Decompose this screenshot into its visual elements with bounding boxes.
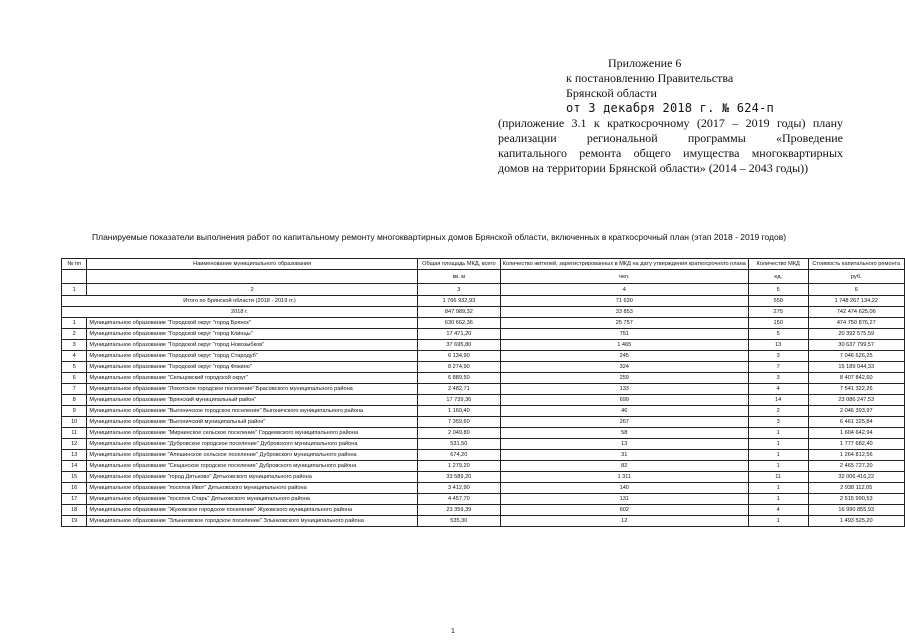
row-building-count: 5 bbox=[748, 329, 808, 340]
row-number: 1 bbox=[62, 318, 87, 329]
row-cost: 16 990 855,93 bbox=[808, 505, 904, 516]
row-cost: 23 086 247,53 bbox=[808, 395, 904, 406]
row-building-count: 14 bbox=[748, 395, 808, 406]
row-number: 2 bbox=[62, 329, 87, 340]
row-building-count: 3 bbox=[748, 373, 808, 384]
year-count: 275 bbox=[748, 307, 808, 318]
header-note-3: капитального ремонта общего имущества многоквартирных bbox=[498, 146, 843, 160]
colnum-4: 4 bbox=[500, 284, 748, 296]
row-building-count: 1 bbox=[748, 439, 808, 450]
row-municipality-name: Муниципальное образование "Городской округ "город Брянск" bbox=[87, 318, 418, 329]
row-municipality-name: Муниципальное образование "Жуковское городское поселение" Жуковского муниципального района bbox=[87, 505, 418, 516]
unit-count: ед. bbox=[748, 270, 808, 284]
unit-name bbox=[87, 270, 418, 284]
row-residents: 13 bbox=[500, 439, 748, 450]
table-row bbox=[62, 329, 905, 340]
unit-area: кв. м bbox=[417, 270, 500, 284]
table-row bbox=[62, 362, 905, 373]
unit-cost: руб. bbox=[808, 270, 904, 284]
header-note-2: реализации региональной программы «Проведение bbox=[498, 131, 843, 145]
row-residents: 133 bbox=[500, 384, 748, 395]
row-area: 531,50 bbox=[417, 439, 500, 450]
row-building-count: 150 bbox=[748, 318, 808, 329]
row-area: 3 412,90 bbox=[417, 483, 500, 494]
table-row bbox=[62, 461, 905, 472]
row-area: 7 359,60 bbox=[417, 417, 500, 428]
row-number: 14 bbox=[62, 461, 87, 472]
total-count: 550 bbox=[748, 296, 808, 307]
row-building-count: 13 bbox=[748, 340, 808, 351]
row-residents: 267 bbox=[500, 417, 748, 428]
row-municipality-name: Муниципальное образование "Злынковское городское поселение" Злынковского муниципального района bbox=[87, 516, 418, 527]
row-municipality-name: Муниципальное образование "Сещанское городское поселение" Дубровского муниципального района bbox=[87, 461, 418, 472]
table-row bbox=[62, 439, 905, 450]
table-row bbox=[62, 417, 905, 428]
row-cost: 2 046 393,97 bbox=[808, 406, 904, 417]
row-number: 7 bbox=[62, 384, 87, 395]
row-cost: 30 637 799,57 bbox=[808, 340, 904, 351]
row-number: 8 bbox=[62, 395, 87, 406]
table-row bbox=[62, 428, 905, 439]
row-cost: 20 392 575,59 bbox=[808, 329, 904, 340]
row-cost: 1 264 812,56 bbox=[808, 450, 904, 461]
table-row bbox=[62, 373, 905, 384]
year-label: 2018 г. bbox=[62, 307, 418, 318]
row-cost: 32 006 416,22 bbox=[808, 472, 904, 483]
row-cost: 6 461 325,84 bbox=[808, 417, 904, 428]
row-residents: 82 bbox=[500, 461, 748, 472]
row-building-count: 7 bbox=[748, 362, 808, 373]
table-row bbox=[62, 505, 905, 516]
row-number: 9 bbox=[62, 406, 87, 417]
row-municipality-name: Муниципальное образование "Городской округ "город Клинцы" bbox=[87, 329, 418, 340]
row-residents: 245 bbox=[500, 351, 748, 362]
header-row bbox=[62, 259, 905, 270]
row-area: 1 160,40 bbox=[417, 406, 500, 417]
row-municipality-name: Муниципальное образование "Выгоничское городское поселение" Выгоничского муниципального района bbox=[87, 406, 418, 417]
row-area: 37 695,80 bbox=[417, 340, 500, 351]
row-number: 13 bbox=[62, 450, 87, 461]
row-building-count: 1 bbox=[748, 450, 808, 461]
row-number: 6 bbox=[62, 373, 87, 384]
indicators-table bbox=[61, 258, 905, 527]
row-number: 15 bbox=[62, 472, 87, 483]
row-residents: 12 bbox=[500, 516, 748, 527]
total-row bbox=[62, 296, 905, 307]
row-number: 17 bbox=[62, 494, 87, 505]
table-row bbox=[62, 384, 905, 395]
row-municipality-name: Муниципальное образование "Дубровское городское поселение" Дубровского муниципального района bbox=[87, 439, 418, 450]
row-residents: 602 bbox=[500, 505, 748, 516]
row-building-count: 1 bbox=[748, 461, 808, 472]
row-cost: 474 750 876,27 bbox=[808, 318, 904, 329]
row-residents: 1 465 bbox=[500, 340, 748, 351]
row-municipality-name: Муниципальное образование "Городской округ "город Стародуб" bbox=[87, 351, 418, 362]
appendix-label: Приложение 6 bbox=[608, 56, 682, 70]
row-residents: 699 bbox=[500, 395, 748, 406]
row-municipality-name: Муниципальное образование "Городской округ "город Новозыбков" bbox=[87, 340, 418, 351]
row-area: 17 739,36 bbox=[417, 395, 500, 406]
colnum-3: 3 bbox=[417, 284, 500, 296]
units-row bbox=[62, 270, 905, 284]
row-building-count: 11 bbox=[748, 472, 808, 483]
row-residents: 751 bbox=[500, 329, 748, 340]
row-building-count: 4 bbox=[748, 505, 808, 516]
table-row bbox=[62, 516, 905, 527]
row-area: 2 049,80 bbox=[417, 428, 500, 439]
row-area: 4 457,70 bbox=[417, 494, 500, 505]
colnum-2: 2 bbox=[87, 284, 418, 296]
row-number: 5 bbox=[62, 362, 87, 373]
table-row bbox=[62, 406, 905, 417]
colnum-1: 1 bbox=[62, 284, 87, 296]
table-row bbox=[62, 450, 905, 461]
row-number: 18 bbox=[62, 505, 87, 516]
total-label: Итого по Брянской области (2018 - 2019 гг.) bbox=[62, 296, 418, 307]
row-municipality-name: Муниципальное образование "Мирнинское сельское поселение" Гордеевского муниципального района bbox=[87, 428, 418, 439]
row-area: 2 482,71 bbox=[417, 384, 500, 395]
row-area: 8 274,90 bbox=[417, 362, 500, 373]
table-row bbox=[62, 472, 905, 483]
row-municipality-name: Муниципальное образование "Алешинское сельское поселение" Дубровского муниципального района bbox=[87, 450, 418, 461]
header-note-4: домов на территории Брянской области» (2014 – 2043 годы)) bbox=[498, 161, 809, 175]
total-cost: 1 748 267 134,22 bbox=[808, 296, 904, 307]
row-cost: 1 604 642,94 bbox=[808, 428, 904, 439]
year-row bbox=[62, 307, 905, 318]
row-building-count: 3 bbox=[748, 351, 808, 362]
row-area: 33 589,20 bbox=[417, 472, 500, 483]
page-number: 1 bbox=[451, 628, 455, 635]
row-area: 535,30 bbox=[417, 516, 500, 527]
col-header-num: № пп bbox=[62, 259, 87, 270]
row-cost: 2 938 112,05 bbox=[808, 483, 904, 494]
row-residents: 46 bbox=[500, 406, 748, 417]
row-cost: 7 541 322,26 bbox=[808, 384, 904, 395]
row-area: 674,20 bbox=[417, 450, 500, 461]
row-building-count: 1 bbox=[748, 428, 808, 439]
row-residents: 58 bbox=[500, 428, 748, 439]
table-row bbox=[62, 494, 905, 505]
row-residents: 25 757 bbox=[500, 318, 748, 329]
row-municipality-name: Муниципальное образование "Выгоничский муниципальный район" bbox=[87, 417, 418, 428]
row-building-count: 1 bbox=[748, 483, 808, 494]
row-cost: 15 189 044,33 bbox=[808, 362, 904, 373]
year-residents: 33 853 bbox=[500, 307, 748, 318]
row-area: 630 662,36 bbox=[417, 318, 500, 329]
unit-residents: чел. bbox=[500, 270, 748, 284]
row-residents: 140 bbox=[500, 483, 748, 494]
row-municipality-name: Муниципальное образование "Брянский муниципальный район" bbox=[87, 395, 418, 406]
row-number: 10 bbox=[62, 417, 87, 428]
year-cost: 742 474 625,06 bbox=[808, 307, 904, 318]
row-number: 3 bbox=[62, 340, 87, 351]
row-building-count: 1 bbox=[748, 494, 808, 505]
decree-ref: к постановлению Правительства bbox=[566, 71, 734, 85]
row-cost: 1 777 682,40 bbox=[808, 439, 904, 450]
col-header-count: Количество МКД bbox=[748, 259, 808, 270]
col-header-residents: Количество жителей, зарегистрированных в МКД на дату утверждения краткосрочного плана bbox=[500, 259, 748, 270]
row-municipality-name: Муниципальное образование "Сельцовский городской округ" bbox=[87, 373, 418, 384]
table-row bbox=[62, 483, 905, 494]
row-municipality-name: Муниципальное образование "поселок Ивот" Дятьковского муниципального района bbox=[87, 483, 418, 494]
col-header-area: Общая площадь МКД, всего bbox=[417, 259, 500, 270]
col-header-name: Наименование муниципального образования bbox=[87, 259, 418, 270]
row-cost: 2 465 727,20 bbox=[808, 461, 904, 472]
row-number: 16 bbox=[62, 483, 87, 494]
column-numbers-row bbox=[62, 284, 905, 296]
row-building-count: 2 bbox=[748, 406, 808, 417]
row-area: 1 279,20 bbox=[417, 461, 500, 472]
total-residents: 71 630 bbox=[500, 296, 748, 307]
row-residents: 259 bbox=[500, 373, 748, 384]
row-number: 4 bbox=[62, 351, 87, 362]
row-cost: 8 407 842,60 bbox=[808, 373, 904, 384]
row-residents: 31 bbox=[500, 450, 748, 461]
row-residents: 1 311 bbox=[500, 472, 748, 483]
col-header-cost: Стоимость капитального ремонта bbox=[808, 259, 904, 270]
row-cost: 7 046 626,25 bbox=[808, 351, 904, 362]
row-area: 17 471,20 bbox=[417, 329, 500, 340]
row-municipality-name: Муниципальное образование "Локотское городское поселение" Брасовского муниципального района bbox=[87, 384, 418, 395]
table-row bbox=[62, 351, 905, 362]
row-building-count: 4 bbox=[748, 384, 808, 395]
table-row bbox=[62, 340, 905, 351]
row-building-count: 3 bbox=[748, 417, 808, 428]
table-title: Планируемые показатели выполнения работ по капитальному ремонту многоквартирных домов Брянской области, включенных в краткосрочный план (этап 2018 - 2019 годов) bbox=[92, 232, 787, 242]
header-note-1: (приложение 3.1 к краткосрочному (2017 – 2019 годы) плану bbox=[498, 116, 843, 130]
row-residents: 324 bbox=[500, 362, 748, 373]
row-building-count: 1 bbox=[748, 516, 808, 527]
row-area: 23 359,39 bbox=[417, 505, 500, 516]
table-row bbox=[62, 318, 905, 329]
row-area: 6 889,50 bbox=[417, 373, 500, 384]
colnum-6: 6 bbox=[808, 284, 904, 296]
row-residents: 131 bbox=[500, 494, 748, 505]
colnum-5: 5 bbox=[748, 284, 808, 296]
decree-date-number: от 3 декабря 2018 г. № 624-п bbox=[566, 101, 774, 115]
row-area: 6 134,90 bbox=[417, 351, 500, 362]
year-area: 847 989,32 bbox=[417, 307, 500, 318]
row-municipality-name: Муниципальное образование "поселок Старь" Дятьковского муниципального района bbox=[87, 494, 418, 505]
total-area: 1 766 932,93 bbox=[417, 296, 500, 307]
row-cost: 2 515 990,53 bbox=[808, 494, 904, 505]
region-name: Брянской области bbox=[566, 86, 657, 100]
row-cost: 1 493 525,20 bbox=[808, 516, 904, 527]
table-row bbox=[62, 395, 905, 406]
row-municipality-name: Муниципальное образование "Городской округ "город Фокино" bbox=[87, 362, 418, 373]
row-municipality-name: Муниципальное образование "город Дятьково" Дятьковского муниципального района bbox=[87, 472, 418, 483]
document-header bbox=[498, 56, 843, 176]
row-number: 11 bbox=[62, 428, 87, 439]
unit-num bbox=[62, 270, 87, 284]
row-number: 12 bbox=[62, 439, 87, 450]
row-number: 19 bbox=[62, 516, 87, 527]
